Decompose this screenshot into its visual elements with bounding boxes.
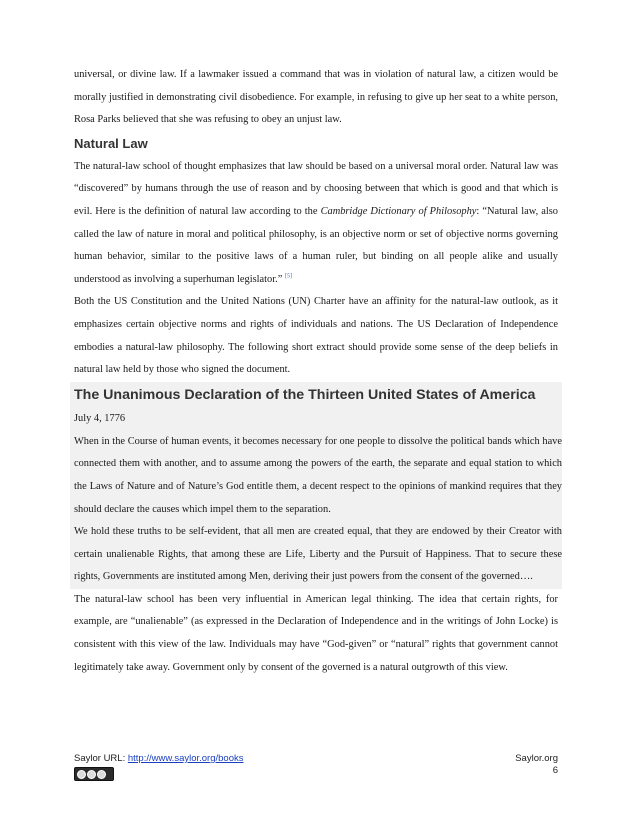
natural-law-paragraph-2: Both the US Constitution and the United Nations (UN) Charter have an affinity for the natural-law outlook, as it emphasizes certain objective norms and rights of individuals and nations. The US Declaration of Independence embodies a natural-law philosophy. The following short extract should provide some sense of the deep beliefs in natural law held by those who signed the document. — [74, 296, 558, 376]
declaration-title: The Unanimous Declaration of the Thirteen United States of America — [74, 386, 536, 403]
declaration-extract-box — [70, 382, 562, 589]
page-number: 6 — [552, 765, 558, 776]
declaration-paragraph-1: When in the Course of human events, it becomes necessary for one people to dissolve the political bands which have connected them with another, and to assume among the powers of the earth, the separate and equal station to which the Laws of Nature and of Nature’s God entitle them, a decent respect to the opinions of mankind requires that they should declare the causes which impel them to the separation. — [74, 435, 562, 515]
section-heading-natural-law: Natural Law — [74, 135, 148, 151]
nc-circle-icon — [97, 770, 106, 779]
declaration-date: July 4, 1776 — [74, 412, 126, 424]
footer-url-label: Saylor URL: — [74, 753, 128, 764]
book-title: Cambridge Dictionary of Philosophy — [320, 205, 477, 217]
cc-circle-icon — [77, 770, 86, 779]
footer-right — [515, 753, 558, 777]
paragraph-text: : “Natural law, also called the law of nature in moral and political philosophy, is an objective norm or set of objective norms governing human behavior, similar to the positive laws of a human ruler, but binding on all people alike and usually understood as involving a superhuman legislator.” — [74, 205, 558, 285]
closing-paragraph: The natural-law school has been very influential in American legal thinking. The idea that certain rights, for example, are “unalienable” (as expressed in the Declaration of Independence and in the writings of John Locke) is consistent with this view of the law. Individuals may have “God-given” or “natural” rights that government cannot legitimately take away. Government only by consent of the governed is a natural outgrowth of this view. — [74, 593, 558, 673]
document-page — [74, 64, 562, 679]
cc-by-nc-sa-icon — [74, 767, 114, 781]
saylor-books-link[interactable]: http://www.saylor.org/books — [127, 753, 244, 764]
by-circle-icon — [87, 770, 96, 779]
footer-source — [74, 753, 244, 764]
paragraph-text: The natural-law school of thought emphasizes that law should be based on a universal moral order. Natural law was “discovered” by humans through the use of reason and by choosing between that which is good and that which is evil. Here is the definition of natural law according to the — [74, 160, 558, 217]
footnote-reference-link[interactable]: [5] — [284, 273, 292, 280]
declaration-paragraph-2: We hold these truths to be self-evident, that all men are created equal, that they are endowed by their Creator with certain unalienable Rights, that among these are Life, Liberty and the Pursuit of Happiness. That to secure these rights, Governments are instituted among Men, deriving their just powers from the consent of the governed…. — [74, 526, 562, 583]
intro-paragraph: universal, or divine law. If a lawmaker issued a command that was in violation of natural law, a citizen would be morally justified in demonstrating civil disobedience. For example, in refusing to give up her seat to a white person, Rosa Parks believed that she was refusing to obey an unjust law. — [74, 69, 558, 126]
footer-site-name: Saylor.org — [515, 753, 558, 764]
natural-law-paragraph-1 — [74, 156, 558, 292]
